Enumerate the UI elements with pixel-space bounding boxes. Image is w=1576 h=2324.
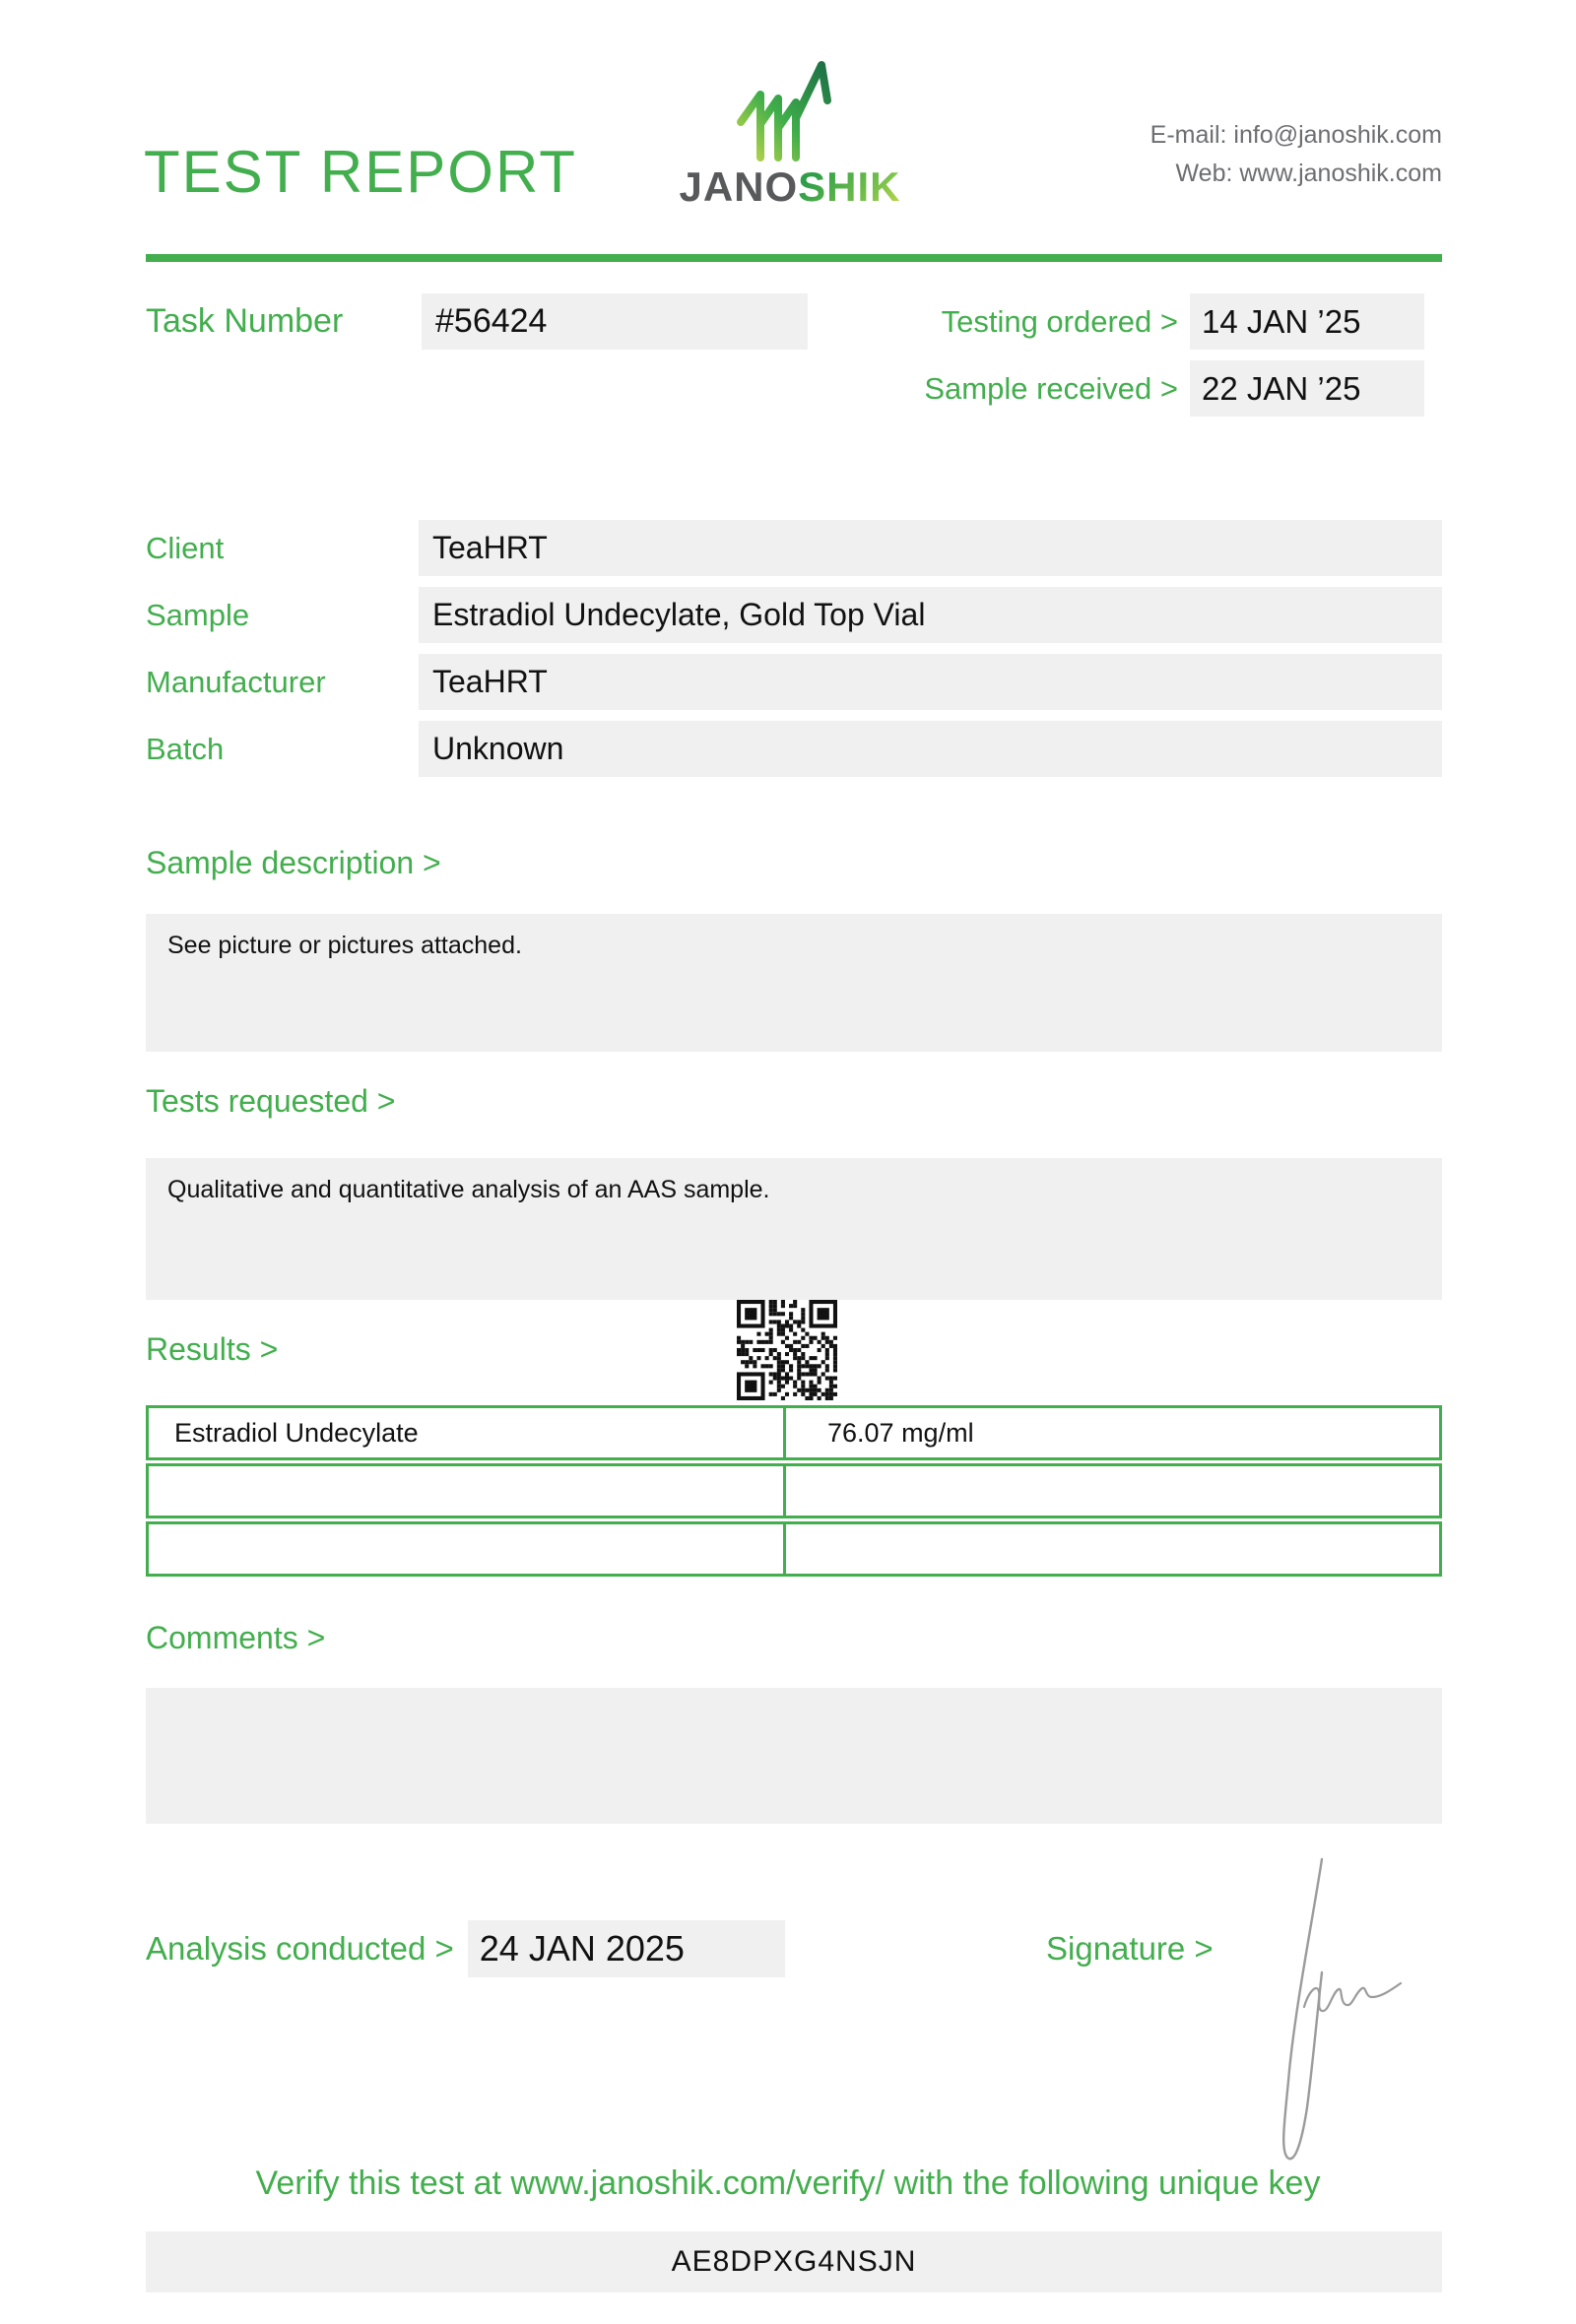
table-row — [146, 1463, 1442, 1518]
result-analyte-cell — [149, 1466, 786, 1516]
analysis-conducted-row — [146, 1920, 785, 1977]
tests-requested-body: Qualitative and quantitative analysis of an AAS sample. — [146, 1158, 1442, 1300]
comments-heading: Comments > — [146, 1620, 326, 1655]
batch-label: Batch — [146, 732, 225, 766]
task-number-label: Task Number — [146, 302, 344, 340]
field-row-manufacturer — [146, 654, 1442, 710]
sample-description-heading: Sample description > — [146, 845, 441, 880]
sample-value: Estradiol Undecylate, Gold Top Vial — [419, 587, 1442, 643]
table-row — [146, 1405, 1442, 1460]
growth-chart-icon — [731, 49, 849, 165]
logo-text-secondary: SHIK — [798, 163, 901, 210]
verify-instruction: Verify this test at www.janoshik.com/verify/ with the following unique key — [255, 2164, 1321, 2202]
logo-wordmark — [662, 165, 918, 209]
signature-scribble-icon — [1253, 1849, 1420, 2174]
results-heading: Results > — [146, 1331, 279, 1367]
logo-text-primary: JANO — [679, 163, 799, 210]
verify-key: AE8DPXG4NSJN — [146, 2231, 1442, 2292]
manufacturer-value: TeaHRT — [419, 654, 1442, 710]
janoshik-logo — [662, 49, 918, 209]
testing-ordered-value: 14 JAN ’25 — [1190, 293, 1424, 350]
sample-received-value: 22 JAN ’25 — [1190, 360, 1424, 417]
result-value-cell: 76.07 mg/ml — [827, 1418, 974, 1448]
header-divider — [146, 254, 1442, 262]
field-row-sample — [146, 587, 1442, 643]
client-label: Client — [146, 531, 225, 565]
field-row-client — [146, 520, 1442, 576]
result-analyte-cell: Estradiol Undecylate — [149, 1408, 786, 1457]
page-title: TEST REPORT — [144, 139, 577, 205]
results-table — [146, 1405, 1442, 1580]
result-value-cell — [786, 1466, 1439, 1516]
contact-web: Web: www.janoshik.com — [1175, 160, 1442, 187]
qr-code — [737, 1300, 837, 1400]
sample-received-label: Sample received > — [924, 371, 1178, 406]
signature-label: Signature > — [1046, 1930, 1214, 1967]
contact-info — [1150, 116, 1442, 193]
testing-ordered-label: Testing ordered > — [941, 304, 1178, 339]
analysis-conducted-label: Analysis conducted > — [146, 1930, 454, 1967]
result-value-cell — [786, 1524, 1439, 1574]
batch-value: Unknown — [419, 721, 1442, 777]
field-row-batch — [146, 721, 1442, 777]
tests-requested-heading: Tests requested > — [146, 1083, 396, 1119]
client-value: TeaHRT — [419, 520, 1442, 576]
analysis-conducted-value: 24 JAN 2025 — [468, 1920, 785, 1977]
sample-description-body: See picture or pictures attached. — [146, 914, 1442, 1052]
comments-body — [146, 1688, 1442, 1824]
contact-email: E-mail: info@janoshik.com — [1149, 121, 1442, 149]
sample-label: Sample — [146, 598, 250, 632]
task-number-value: #56424 — [422, 293, 808, 350]
result-analyte-cell — [149, 1524, 786, 1574]
table-row — [146, 1521, 1442, 1577]
manufacturer-label: Manufacturer — [146, 665, 326, 699]
